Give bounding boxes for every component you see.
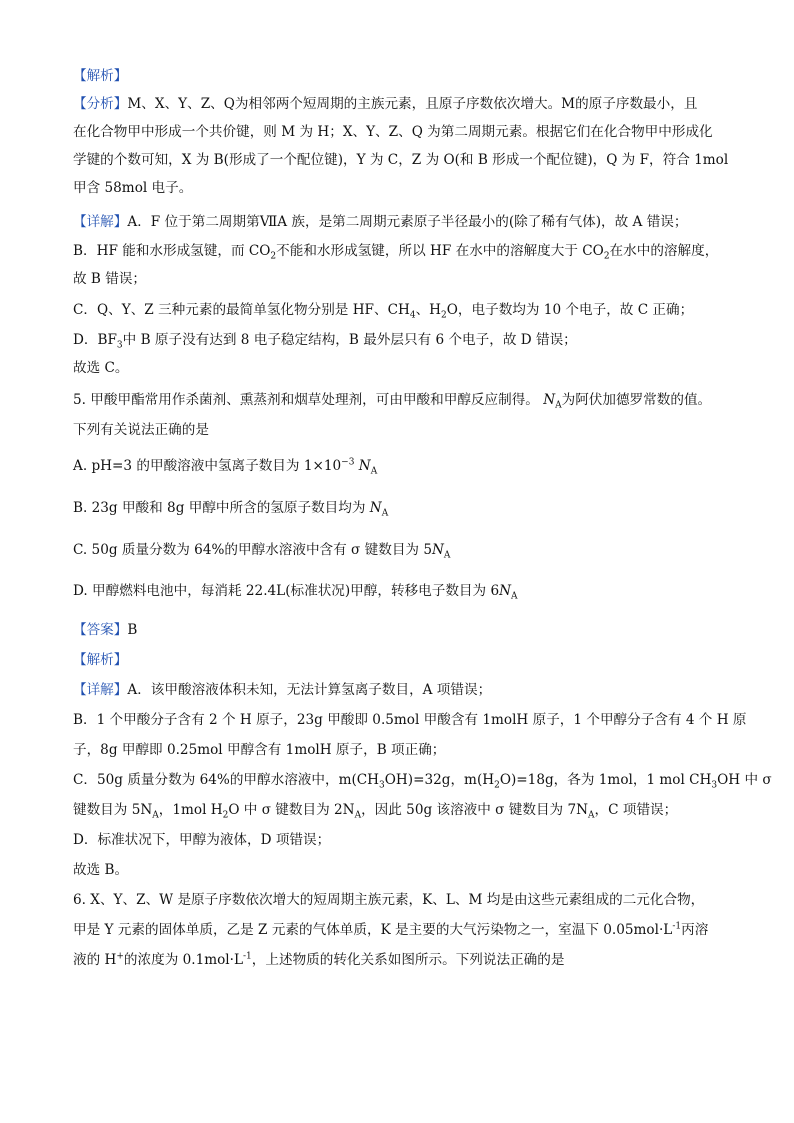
- q5-stem-line-2: 下列有关说法正确的是: [73, 422, 209, 438]
- q5-stem-line-1: 5. 甲酸甲酯常用作杀菌剂、熏蒸剂和烟草处理剂，可由甲酸和甲醇反应制得。 $N_A$为阿伏加德罗常数的值。: [73, 392, 712, 411]
- q5-detail-b-line-2: 子，8g 甲醇即 0.25mol 甲醇含有 1molH 原子，B 项正确；: [73, 742, 446, 758]
- q6-line-1: 6. X、Y、Z、W 是原子序数依次增大的短周期主族元素，K、L、M 均是由这些元素组成的二元化合物，: [73, 892, 705, 908]
- analysis-line-2: 在化合物甲中形成一个共价键，则 M 为 H；X、Y、Z、Q 为第二周期元素。根据它们在化合物甲中形成化: [73, 124, 713, 140]
- q5-option-a[interactable]: A. pH=3 的甲酸溶液中氢离子数目为 $1\times 10^{-3}$ $N_A$: [73, 457, 378, 477]
- q5-detail-c-line-1: C．50g 质量分数为 64%的甲醇水溶液中，$m(CH_3OH)=32g$，$m(H_2O)=18g$，各为 1mol，1 mol $CH_3OH$ 中 σ: [73, 772, 772, 791]
- na-symbol: N: [543, 392, 556, 408]
- detail-d: D．$BF_3$中 B 原子没有达到 8 电子稳定结构，B 最外层只有 6 个电子，故 D 错误；: [73, 332, 577, 351]
- detail-c: C．Q、Y、Z 三种元素的最简单氢化物分别是 HF、$CH_4$、$H_2O$，电子数均为 10 个电子，故 C 正确；: [73, 302, 694, 321]
- detail-a: 【详解】A．F 位于第二周期第ⅦA 族，是第二周期元素原子半径最小的(除了稀有气体)，故 A 错误；: [73, 214, 688, 230]
- analysis-heading: 【解析】: [73, 68, 128, 84]
- xiangjie-tag: 【详解】: [73, 214, 128, 230]
- q5-analysis-heading: 【解析】: [73, 652, 128, 668]
- q5-conclusion: 故选 B。: [73, 862, 129, 878]
- q5-detail-b-line-1: B．1 个甲酸分子含有 2 个 H 原子，23g 甲酸即 0.5mol 甲酸含有 1molH 原子，1 个甲醇分子含有 4 个 H 原: [73, 712, 747, 728]
- analysis-line-1: 【分析】M、X、Y、Z、Q为相邻两个短周期的主族元素，且原子序数依次增大。M的原子序数最小，且: [73, 96, 698, 112]
- conclusion-c: 故选 C。: [73, 360, 129, 376]
- q5-option-c[interactable]: C. 50g 质量分数为 64%的甲醇水溶液中含有 σ 键数目为 $5N_A$: [73, 542, 451, 561]
- q5-option-d[interactable]: D. 甲醇燃料电池中，每消耗 22.4L(标准状况)甲醇，转移电子数目为 $6N_A$: [73, 583, 518, 602]
- q5-option-b[interactable]: B. 23g 甲酸和 8g 甲醇中所含的氢原子数目均为 $N_A$: [73, 500, 389, 519]
- q5-answer: 【答案】B: [73, 622, 138, 638]
- q5-detail-d: D．标准状况下，甲醇为液体，D 项错误；: [73, 832, 331, 848]
- answer-tag: 【答案】: [73, 622, 128, 638]
- q6-line-2: 甲是 Y 元素的固体单质，乙是 Z 元素的气体单质，K 是主要的大气污染物之一，室温下 $0.05mol\cdot L^{-1}$丙溶: [73, 921, 709, 938]
- q6-line-3: 液的 H+的浓度为 $0.1mol\cdot L^{-1}$，上述物质的转化关系如图所示。下列说法正确的是: [73, 951, 565, 968]
- detail-b-line-2: 故 B 错误；: [73, 271, 147, 287]
- q5-detail-a: 【详解】A．该甲酸溶液体积未知，无法计算氢离子数目，A 项错误；: [73, 682, 492, 698]
- detail-b-line-1: B．HF 能和水形成氢键，而 $CO_2$不能和水形成氢键，所以 HF 在水中的溶解度大于 $CO_2$在水中的溶解度，: [73, 243, 719, 262]
- q5-detail-c-line-2: 键数目为 $5N_A$，1mol $H_2O$ 中 σ 键数目为 $2N_A$，因此 50g 该溶液中 σ 键数目为 $7N_A$，C 项错误；: [73, 802, 678, 821]
- analysis-line-3: 学键的个数可知，X 为 B(形成了一个配位键)，Y 为 C，Z 为 O(和 B 形成一个配位键)，Q 为 F，符合 1mol: [73, 152, 729, 168]
- analysis-line-4: 甲含 58mol 电子。: [73, 180, 193, 196]
- fenxi-tag: 【分析】: [73, 96, 128, 112]
